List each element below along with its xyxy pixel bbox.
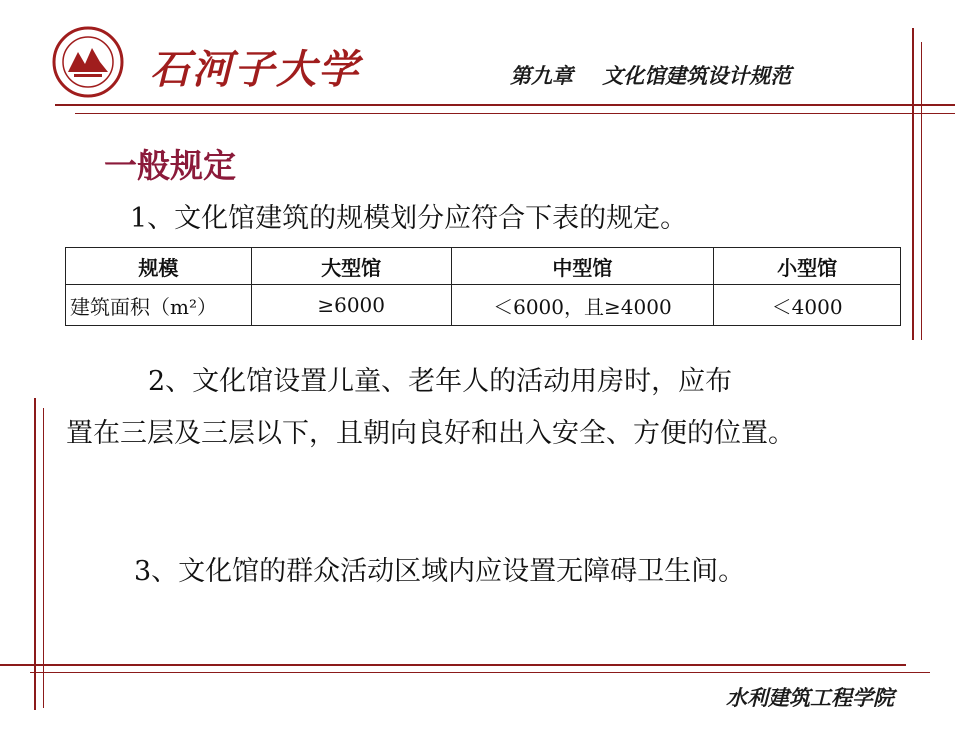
header-rule-bottom: [75, 113, 955, 114]
table-cell: ≥6000: [251, 285, 451, 326]
table-cell: 建筑面积（m²）: [66, 285, 252, 326]
paragraph-1: 1、文化馆建筑的规模划分应符合下表的规定。: [130, 203, 688, 234]
table-header-cell: 大型馆: [251, 248, 451, 285]
section-title: 一般规定: [104, 146, 236, 185]
table-header-cell: 中型馆: [451, 248, 714, 285]
footer-rule-bottom: [30, 672, 930, 673]
table-cell: ＜6000，且≥4000: [451, 285, 714, 326]
table-header-cell: 小型馆: [714, 248, 901, 285]
frame-line-left-b: [43, 408, 44, 708]
footer-institution: 水利建筑工程学院: [726, 686, 894, 710]
table-row: [66, 285, 901, 326]
footer-rule-top: [0, 664, 906, 666]
paragraph-2-rest: 置在三层及三层以下，且朝向良好和出入安全、方便的位置。: [66, 418, 795, 449]
university-logo-text: 石河子大学: [150, 46, 360, 93]
table-header-row: [66, 248, 901, 285]
header-rule-top: [55, 104, 955, 106]
table-cell: ＜4000: [714, 285, 901, 326]
paragraph-2-line-1: 2、文化馆设置儿童、老年人的活动用房时，应布: [148, 366, 733, 397]
chapter-title: 第九章 文化馆建筑设计规范: [510, 64, 792, 88]
scale-table: [65, 247, 901, 326]
university-seal-icon: [52, 26, 124, 98]
paragraph-2: [66, 356, 866, 460]
frame-line-right-b: [921, 42, 922, 340]
frame-line-right-a: [912, 28, 914, 340]
table-header-cell: 规模: [66, 248, 252, 285]
paragraph-3: 3、文化馆的群众活动区域内应设置无障碍卫生间。: [134, 556, 746, 587]
